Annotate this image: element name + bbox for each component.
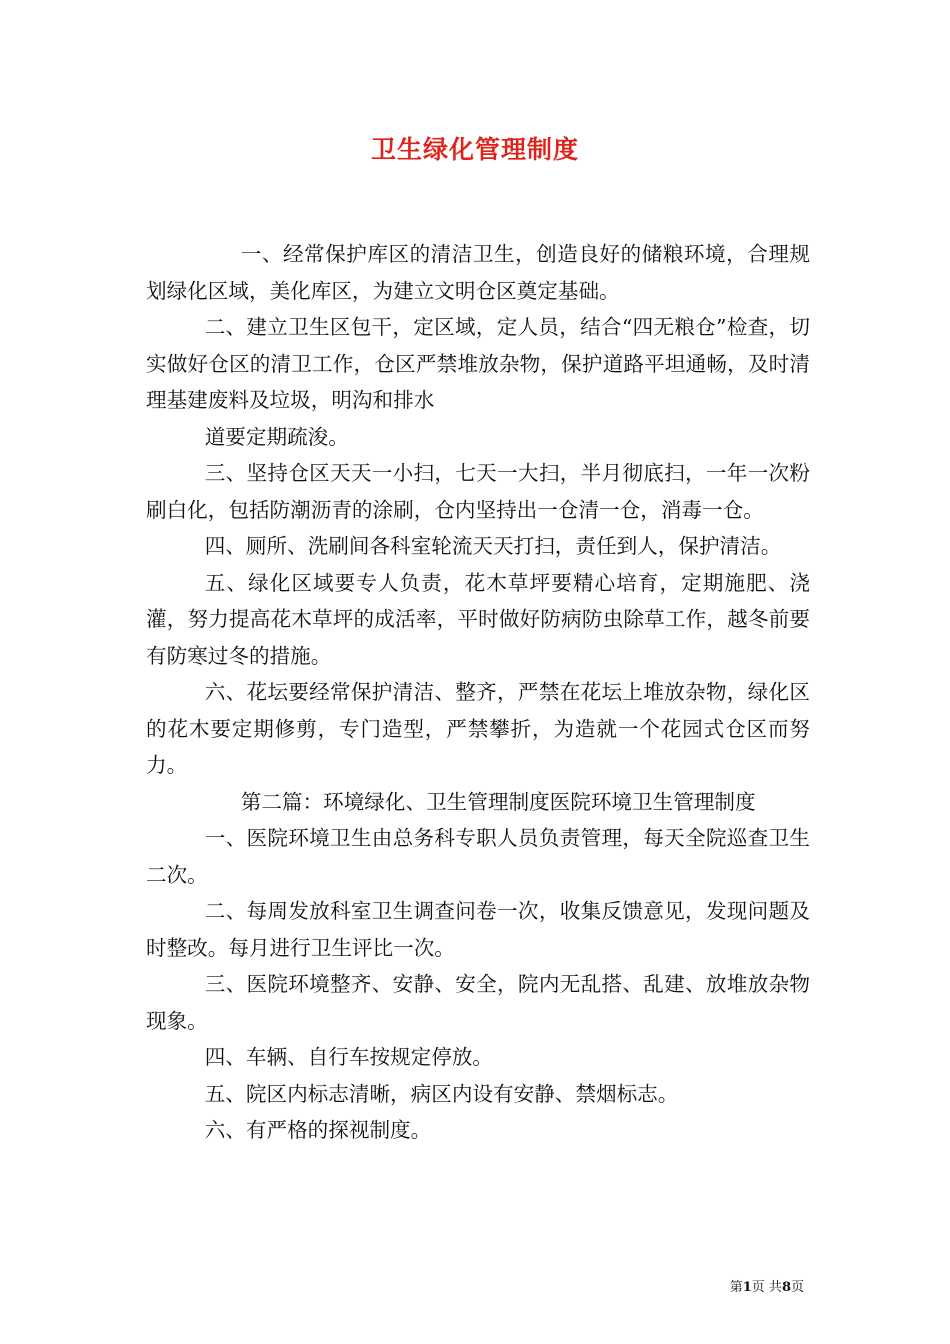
paragraph-10: 四、车辆、自行车按规定停放。 <box>204 1045 494 1069</box>
paragraph-2: 二、建立卫生区包干，定区域，定人员，结合“四无粮仓”检查，切实做好仓区的清卫工作，仓区严禁堆放杂物，保护道路平坦通畅，及时清理基建废料及垃圾，明沟和排水 <box>146 315 810 412</box>
footer-suffix: 页 <box>790 1280 804 1295</box>
section-heading-part-two: 第二篇：环境绿化、卫生管理制度医院环境卫生管理制度 <box>240 789 756 814</box>
page-number-footer <box>730 1279 804 1297</box>
paragraph-12: 六、有严格的探视制度。 <box>204 1118 432 1142</box>
paragraph-7: 一、医院环境卫生由总务科专职人员负责管理，每天全院巡查卫生二次。 <box>146 826 810 887</box>
paragraph-2-continuation: 道要定期疏浚。 <box>204 424 349 449</box>
footer-middle: 页 共 <box>751 1280 782 1295</box>
paragraph-5: 五、绿化区域要专人负责，花木草坪要精心培育，定期施肥、浇灌，努力提高花木草坪的成活率，平时做好防病防虫除草工作，越冬前要有防寒过冬的措施。 <box>146 570 810 668</box>
document-body <box>146 236 810 1149</box>
paragraph-4: 四、厕所、洗刷间各科室轮流天天打扫，责任到人，保护清洁。 <box>204 534 782 558</box>
document-title: 卫生绿化管理制度 <box>370 135 579 164</box>
footer-total-pages: 8 <box>781 1280 791 1295</box>
paragraph-1: 一、经常保护库区的清洁卫生，创造良好的储粮环境，合理规划绿化区域，美化库区，为建立文明仓区奠定基础。 <box>146 242 810 303</box>
paragraph-6: 六、花坛要经常保护清洁、整齐，严禁在花坛上堆放杂物，绿化区的花木要定期修剪，专门造型，严禁攀折，为造就一个花园式仓区而努力。 <box>146 680 810 777</box>
paragraph-9: 三、医院环境整齐、安静、安全，院内无乱搭、乱建、放堆放杂物现象。 <box>146 972 810 1033</box>
paragraph-11: 五、院区内标志清晰，病区内设有安静、禁烟标志。 <box>204 1081 679 1106</box>
paragraph-3: 三、坚持仓区天天一小扫，七天一大扫，半月彻底扫，一年一次粉刷白化，包括防潮沥青的涂刷，仓内坚持出一仓清一仓，消毒一仓。 <box>146 461 810 522</box>
paragraph-8: 二、每周发放科室卫生调查问卷一次，收集反馈意见，发现问题及时整改。每月进行卫生评比一次。 <box>146 899 810 960</box>
footer-page-number: 1 <box>742 1280 752 1295</box>
footer-prefix: 第 <box>729 1280 743 1295</box>
